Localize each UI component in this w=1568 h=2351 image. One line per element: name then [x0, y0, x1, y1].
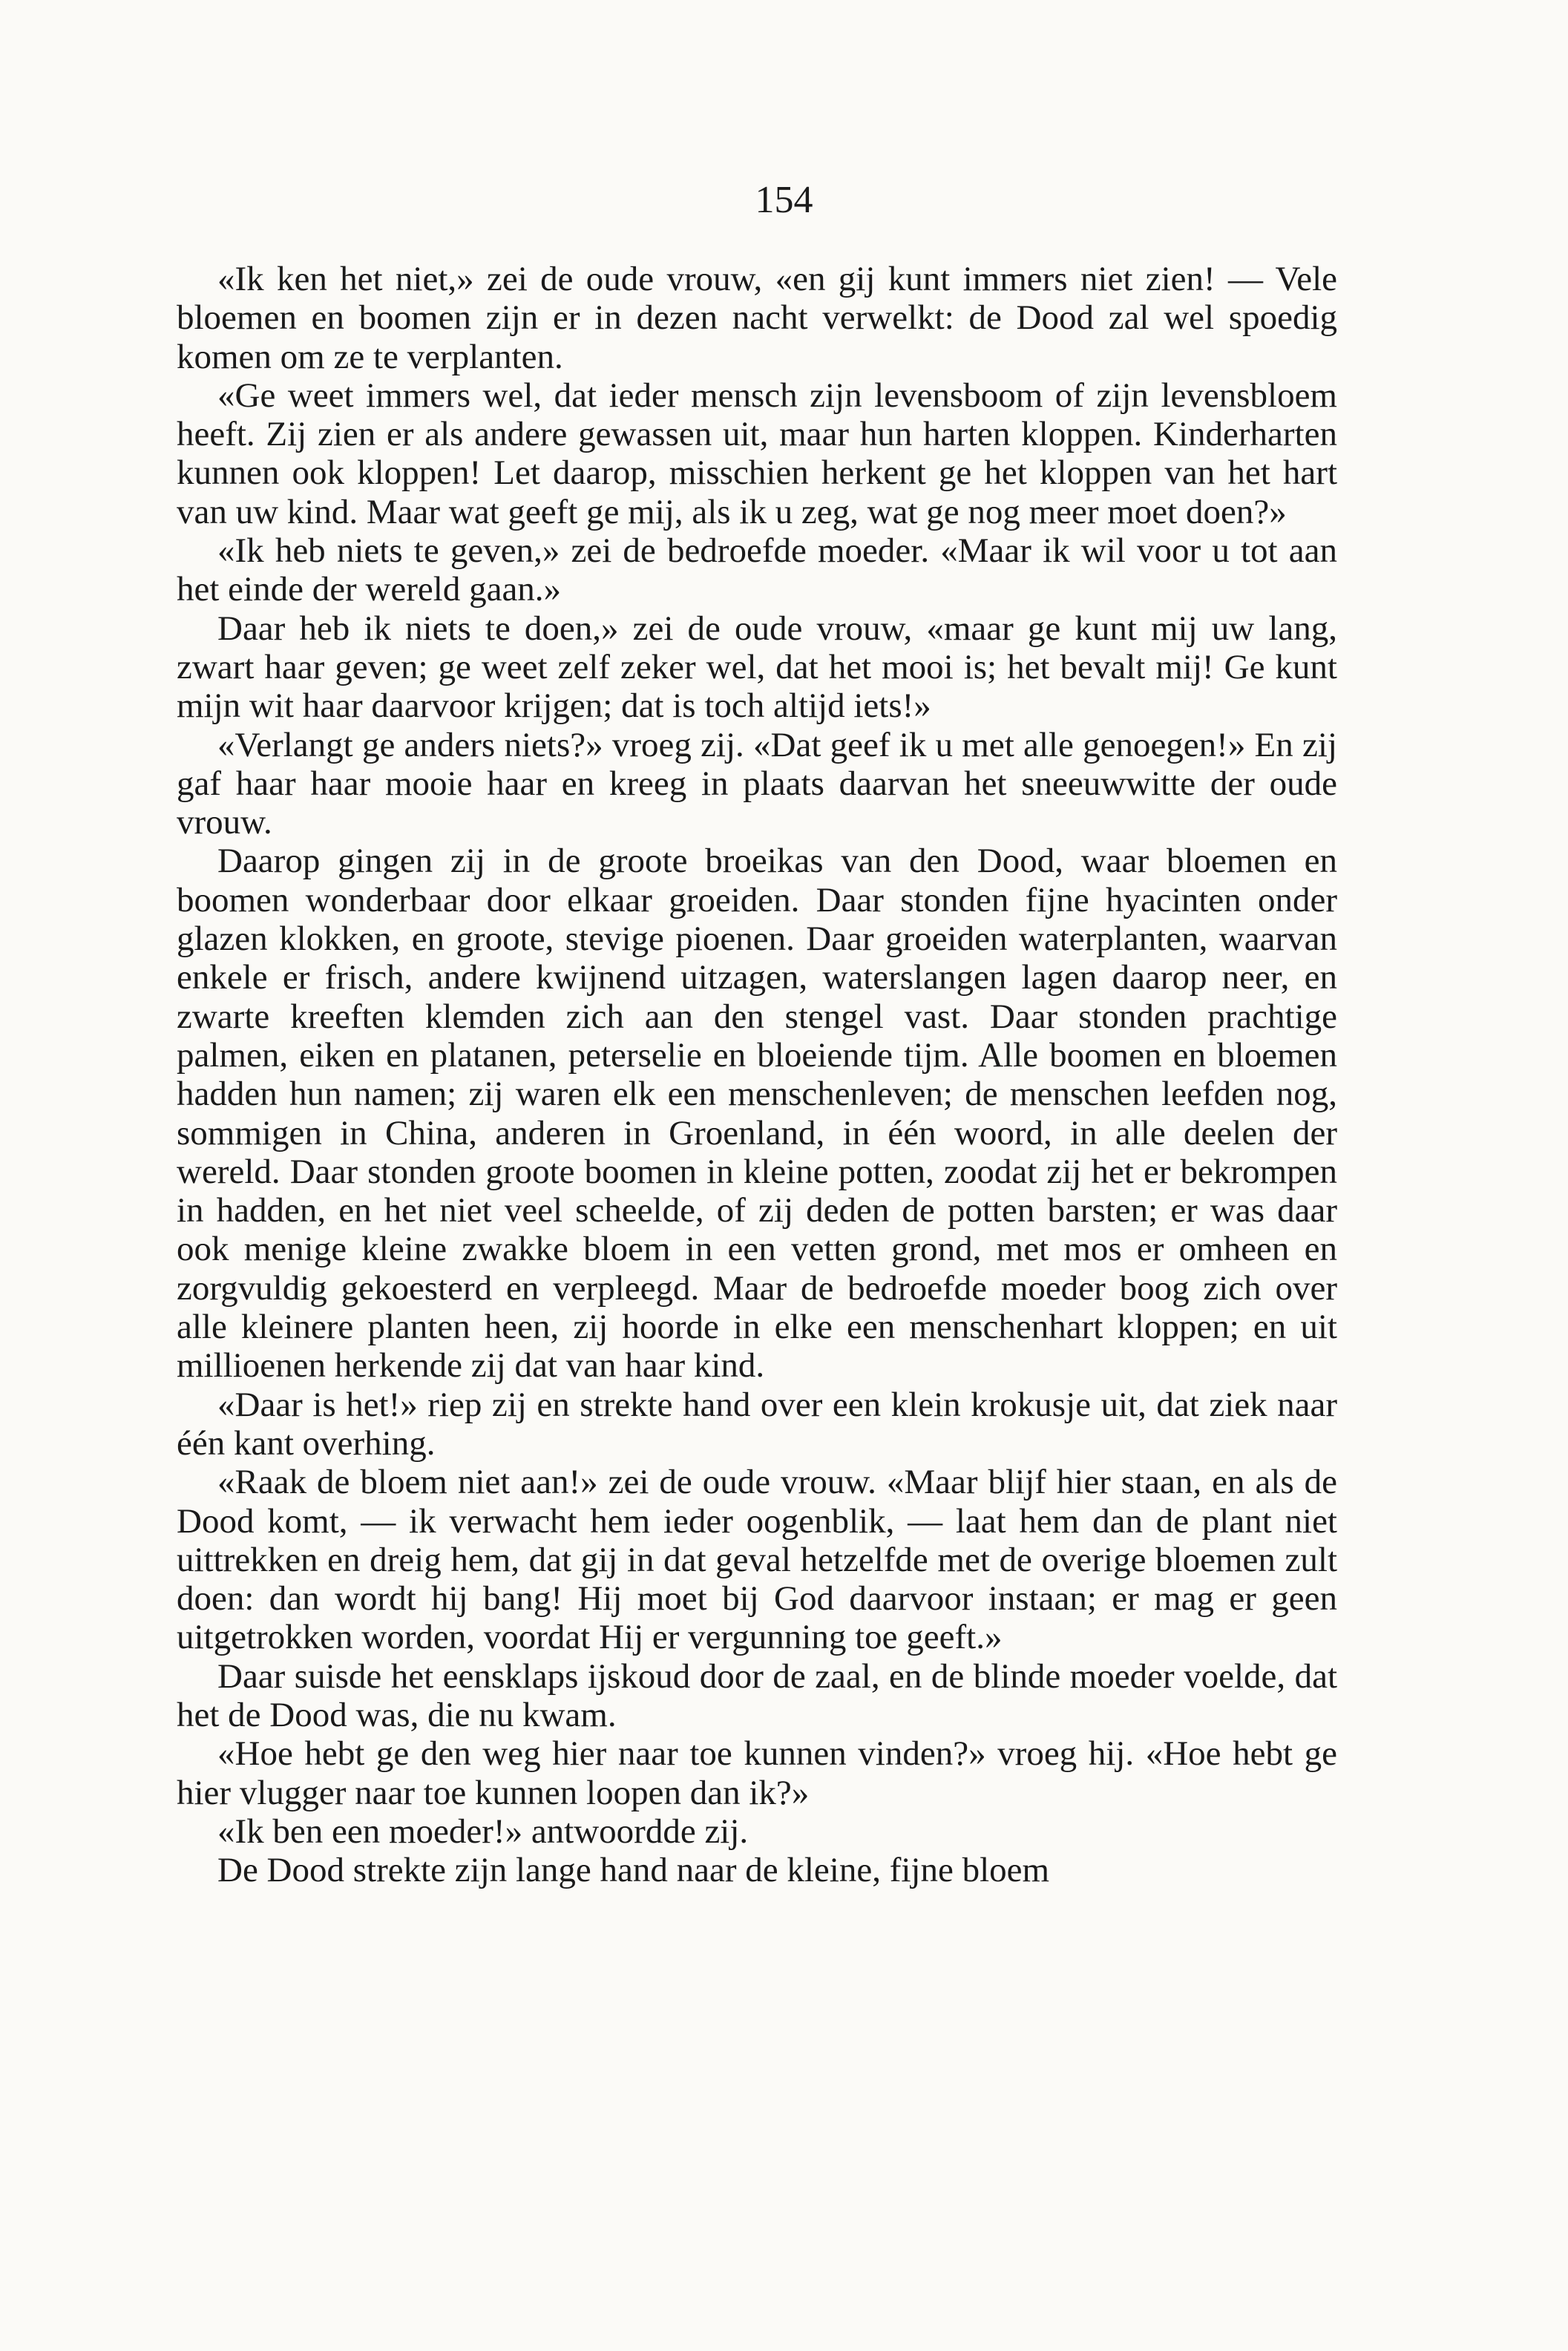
paragraph: «Raak de bloem niet aan!» zei de oude vrouw. «Maar blijf hier staan, en als de Dood komt, — ik verwacht hem ieder oogenblik, — laat hem dan de plant niet uittrekken en dreig hem, dat gij in dat geval hetzelfde met de overige bloemen zult doen: dan wordt hij bang! Hij moet bij God daarvoor instaan; er mag er geen uitgetrokken worden, voordat Hij er vergunning toe geeft.» [177, 1463, 1337, 1657]
paragraph: «Hoe hebt ge den weg hier naar toe kunnen vinden?» vroeg hij. «Hoe hebt ge hier vlugger naar toe kunnen loopen dan ik?» [177, 1734, 1337, 1812]
paragraph: «Verlangt ge anders niets?» vroeg zij. «Dat geef ik u met alle genoegen!» En zij gaf haar haar mooie haar en kreeg in plaats daarvan het sneeuwwitte der oude vrouw. [177, 725, 1337, 842]
paragraph: «Ik heb niets te geven,» zei de bedroefde moeder. «Maar ik wil voor u tot aan het einde der wereld gaan.» [177, 531, 1337, 609]
paragraph: Daar heb ik niets te doen,» zei de oude vrouw, «maar ge kunt mij uw lang, zwart haar geven; ge weet zelf zeker wel, dat het mooi is; het bevalt mij! Ge kunt mijn wit haar daarvoor krijgen; dat is toch altijd iets!» [177, 609, 1337, 726]
paragraph: «Ik ken het niet,» zei de oude vrouw, «en gij kunt immers niet zien! — Vele bloemen en boomen zijn er in dezen nacht verwelkt: de Dood zal wel spoedig komen om ze te verplanten. [177, 260, 1337, 376]
paragraph: Daarop gingen zij in de groote broeikas van den Dood, waar bloemen en boomen wonderbaar door elkaar groeiden. Daar stonden fijne hyacinten onder glazen klokken, en groote, stevige pioenen. Daar groeiden waterplanten, waarvan enkele er frisch, andere kwijnend uitzagen, waterslangen lagen daarop neer, en zwarte kreeften klemden zich aan den stengel vast. Daar stonden prachtige palmen, eiken en platanen, peterselie en bloeiende tijm. Alle boomen en bloemen hadden hun namen; zij waren elk een menschenleven; de menschen leefden nog, sommigen in China, anderen in Groenland, in één woord, in alle deelen der wereld. Daar stonden groote boomen in kleine potten, zoodat zij het er bekrompen in hadden, en het niet veel scheelde, of zij deden de potten barsten; er was daar ook menige kleine zwakke bloem in een vetten grond, met mos er omheen en zorgvuldig gekoesterd en verpleegd. Maar de bedroefde moeder boog zich over alle kleinere planten heen, zij hoorde in elke een menschenhart kloppen; en uit millioenen herkende zij dat van haar kind. [177, 842, 1337, 1386]
paragraph: Daar suisde het eensklaps ijskoud door de zaal, en de blinde moeder voelde, dat het de Dood was, die nu kwam. [177, 1656, 1337, 1734]
paragraph: «Ik ben een moeder!» antwoordde zij. [217, 1811, 749, 1851]
paragraph: «Ge weet immers wel, dat ieder mensch zijn levensboom of zijn levensbloem heeft. Zij zien er als andere gewassen uit, maar hun harten kloppen. Kinderharten kunnen ook kloppen! Let daarop, misschien herkent ge het kloppen van het hart van uw kind. Maar wat geeft ge mij, als ik u zeg, wat ge nog meer moet doen?» [177, 376, 1337, 531]
body-text [177, 260, 1337, 1889]
paragraph: De Dood strekte zijn lange hand naar de kleine, fijne bloem [217, 1851, 1050, 1890]
paragraph: «Daar is het!» riep zij en strekte hand over een klein krokusje uit, dat ziek naar één kant overhing. [177, 1385, 1337, 1463]
page-number: 154 [755, 179, 813, 221]
